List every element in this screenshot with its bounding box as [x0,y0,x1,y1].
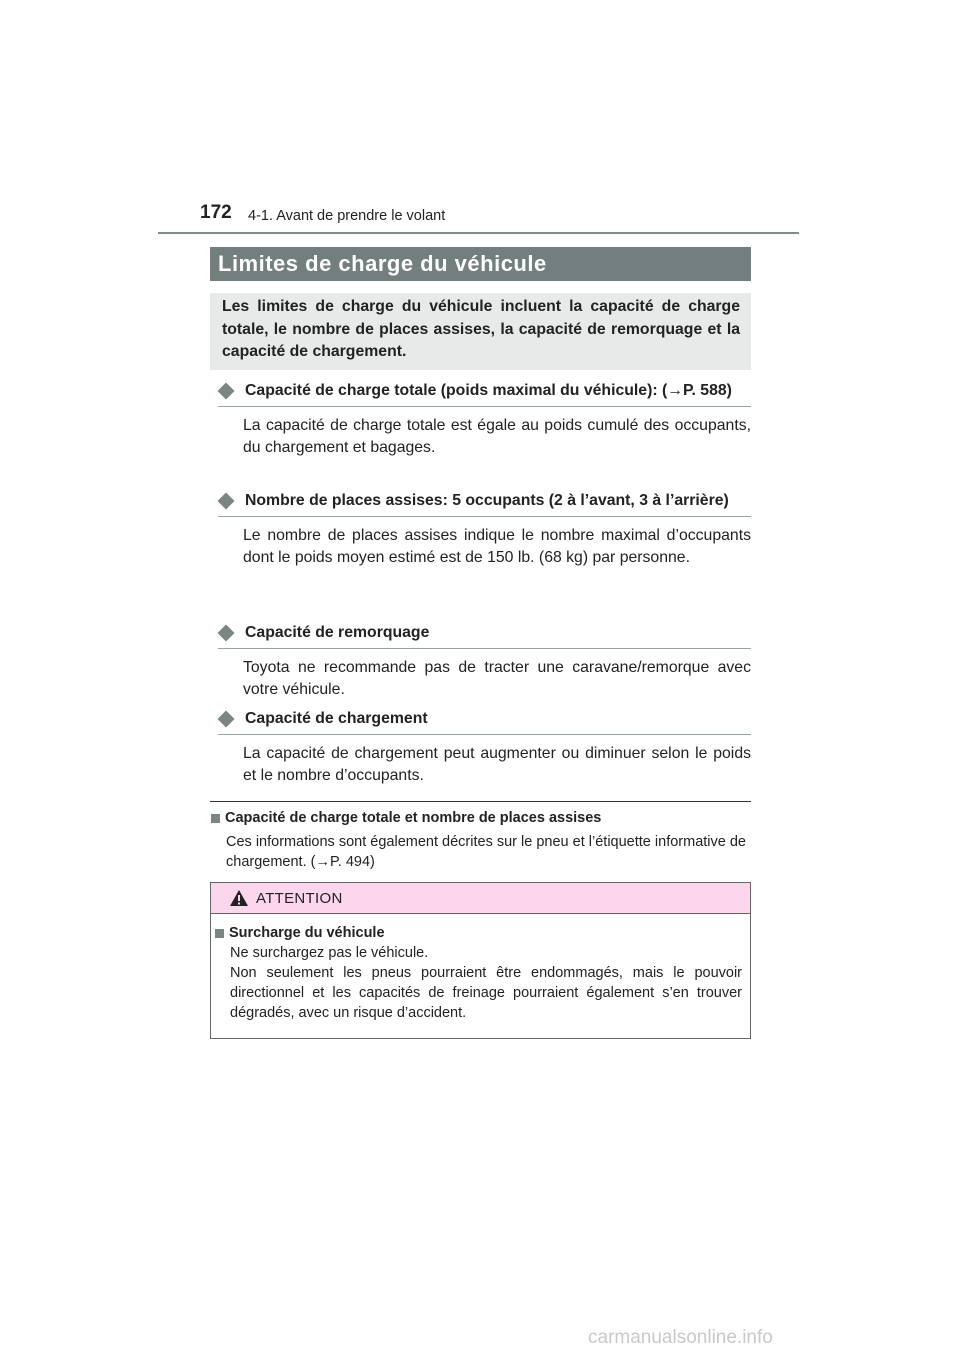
note-heading-text: Capacité de charge totale et nombre de places assises [225,810,602,826]
diamond-bullet-icon [218,383,235,400]
attention-header [211,883,750,914]
item-body: La capacité de charge totale est égale au poids cumulé des occupants, du chargement et bagages. [243,416,751,456]
square-bullet-icon [211,814,220,823]
item-label: Capacité de remorquage [245,624,430,641]
section-divider [210,801,751,802]
item-seating [218,490,751,570]
intro-box [210,293,751,370]
attention-subheading [215,925,750,941]
item-heading [218,708,751,735]
title-band [210,247,751,281]
item-cargo [218,708,751,788]
item-label: Nombre de places assises: 5 occupants (2 à l’avant, 3 à l’arrière) [245,492,729,509]
item-heading [218,380,751,407]
note-heading [211,810,601,826]
item-towing [218,622,751,702]
page-title: Limites de charge du véhicule [218,251,547,276]
attention-subheading-text: Surcharge du véhicule [229,925,385,941]
square-bullet-icon [215,929,224,938]
attention-box [210,882,751,1039]
item-body: Toyota ne recommande pas de tracter une caravane/remorque avec votre véhicule. [243,658,751,698]
intro-text: Les limites de charge du véhicule incluent la capacité de charge totale, le nombre de places assises, la capacité de remorquage et la capacité de chargement. [222,298,740,360]
warning-triangle-icon [229,889,249,907]
attention-text [230,943,742,1023]
attention-line: Ne surchargez pas le véhicule. [230,945,429,961]
diamond-bullet-icon [218,493,235,510]
header-rule [158,232,799,234]
diamond-bullet-icon [218,711,235,728]
diamond-bullet-icon [218,625,235,642]
item-body: Le nombre de places assises indique le nombre maximal d’occupants dont le poids moyen estimé est de 150 lb. (68 kg) par personne. [243,526,751,566]
attention-content [211,914,750,1023]
watermark: carmanualsonline.info [588,1327,773,1348]
note-body: Ces informations sont également décrites sur le pneu et l’étiquette informative de chargement. (→P. 494) [226,834,746,870]
page-number: 172 [200,202,232,223]
attention-line: Non seulement les pneus pourraient être endommagés, mais le pouvoir directionnel et les capacités de freinage pourraient également s’en trouver dégradés, avec un risque d’accident. [230,965,742,1021]
item-label: Capacité de chargement [245,710,428,727]
attention-label: ATTENTION [256,889,343,907]
item-heading [218,490,751,517]
item-body: La capacité de chargement peut augmenter ou diminuer selon le poids et le nombre d’occupants. [243,744,751,784]
item-heading [218,622,751,649]
section-reference: 4-1. Avant de prendre le volant [248,208,446,224]
item-total-load [218,380,751,460]
item-label: Capacité de charge totale (poids maximal du véhicule): (→P. 588) [245,382,732,399]
